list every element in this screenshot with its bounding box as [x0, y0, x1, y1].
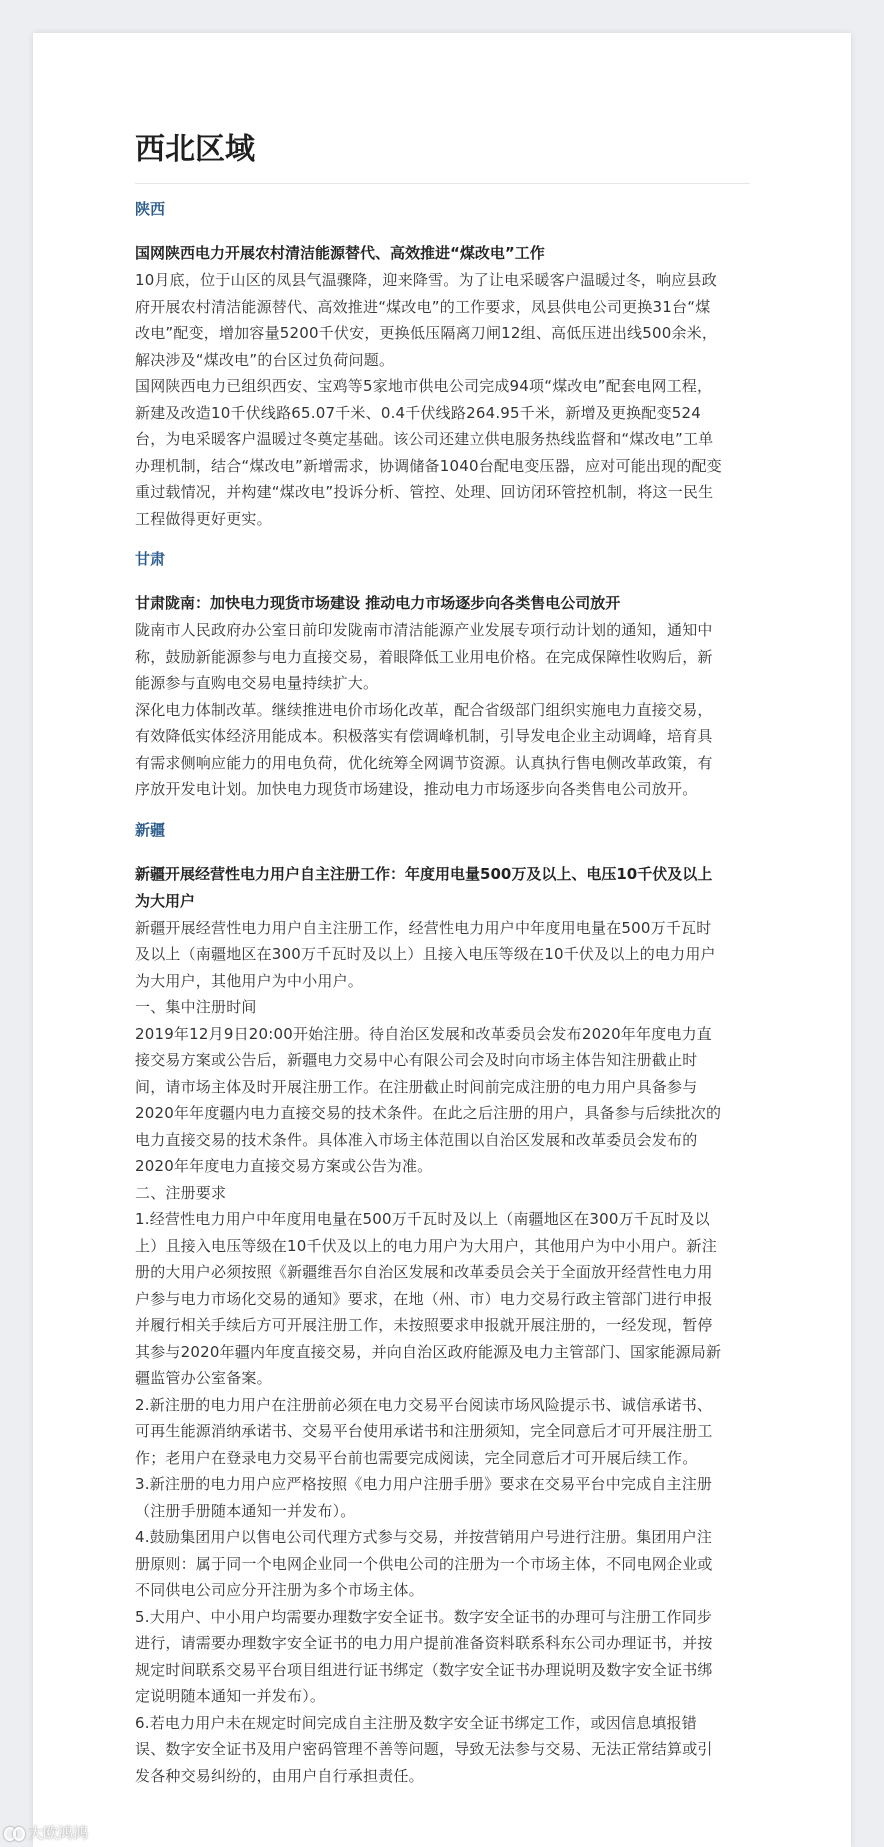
body-line: 及以上（南疆地区在300万千瓦时及以上）且接入电压等级在10千伏及以上的电力用户: [135, 945, 716, 963]
body-line: 2.新注册的电力用户在注册前必须在电力交易平台阅读市场风险提示书、诚信承诺书、: [135, 1395, 713, 1414]
body-line: 办理机制，结合“煤改电”新增需求，协调储备1040台配电变压器，应对可能出现的配变: [135, 456, 722, 475]
body-line: 可再生能源消纳承诺书、交易平台使用承诺书和注册须知，完全同意后才可开展注册工: [135, 1422, 713, 1440]
body-line: 新建及改造10千伏线路65.07千米、0.4千伏线路264.95千米，新增及更换配变524: [135, 403, 702, 422]
body-line: 工程做得更好更实。: [135, 509, 272, 528]
body-line: 4.鼓励集团用户以售电公司代理方式参与交易，并按营销用户号进行注册。集团用户注: [135, 1528, 713, 1546]
article-body-xinjiang: [135, 915, 750, 1790]
body-line: 府开展农村清洁能源替代、高效推进“煤改电”的工作要求，凤县供电公司更换31台“煤: [135, 297, 711, 316]
body-line: 疆监管办公室备案。: [135, 1369, 272, 1387]
body-line: 定说明随本通知一并发布）。: [135, 1687, 326, 1705]
body-line: 作；老用户在登录电力交易平台前也需要完成阅读，完全同意后才可开展后续工作。: [135, 1448, 698, 1467]
body-line: 一、集中注册时间: [135, 998, 257, 1016]
article-title-xinjiang: [135, 861, 750, 915]
article-title-gansu: 甘肃陇南：加快电力现货市场建设 推动电力市场逐步向各类售电公司放开: [135, 594, 621, 612]
region-heading-gansu: 甘肃: [135, 550, 166, 568]
body-line: 10月底，位于山区的凤县气温骤降，迎来降雪。为了让电采暖客户温暖过冬，响应县政: [135, 271, 717, 289]
article-body-shaanxi: [135, 267, 750, 532]
body-line: 2020年年度疆内电力直接交易的技术条件。在此之后注册的用户，具备参与后续批次的: [135, 1104, 722, 1122]
body-line: 深化电力体制改革。继续推进电价市场化改革，配合省级部门组织实施电力直接交易，: [135, 700, 713, 719]
body-line: 重过载情况，并构建“煤改电”投诉分析、管控、处理、回访闭环管控机制，将这一民生: [135, 483, 714, 501]
body-line: 能源参与直购电交易电量持续扩大。: [135, 674, 379, 692]
body-line: 陇南市人民政府办公室日前印发陇南市清洁能源产业发展专项行动计划的通知，通知中: [135, 621, 713, 639]
section-gansu: [135, 548, 750, 803]
body-line: 5.大用户、中小用户均需要办理数字安全证书。数字安全证书的办理可与注册工作同步: [135, 1607, 713, 1626]
watermark-logo-icon: [4, 1825, 24, 1841]
body-line: 不同供电公司应分开注册为多个市场主体。: [135, 1581, 424, 1599]
body-line: 新疆开展经营性电力用户自主注册工作，经营性电力用户中年度用电量在500万千瓦时: [135, 918, 712, 937]
body-line: 二、注册要求: [135, 1183, 227, 1202]
region-heading-xinjiang: 新疆: [135, 820, 166, 839]
body-line: 进行，请需要办理数字安全证书的电力用户提前准备资料联系科东公司办理证书，并按: [135, 1634, 713, 1652]
body-line: 为大用户，其他用户为中小用户。: [135, 971, 364, 990]
body-line: 其参与2020年疆内年度直接交易，并向自治区政府能源及电力主管部门、国家能源局新: [135, 1342, 722, 1361]
section-shaanxi: [135, 198, 750, 532]
body-line: 序放开发电计划。加快电力现货市场建设，推动电力市场逐步向各类售电公司放开。: [135, 780, 698, 798]
body-line: 改电”配变，增加容量5200千伏安，更换低压隔离刀闸12组、高低压进出线500余米，: [135, 324, 718, 342]
body-line: 解决涉及“煤改电”的台区过负荷问题。: [135, 350, 395, 369]
section-xinjiang: [135, 819, 750, 1790]
body-line: 间，请市场主体及时开展注册工作。在注册截止时间前完成注册的电力用户具备参与: [135, 1077, 698, 1096]
article-title-shaanxi: 国网陕西电力开展农村清洁能源替代、高效推进“煤改电”工作: [135, 244, 545, 262]
region-heading-shaanxi: 陕西: [135, 200, 166, 218]
article-title-line: 为大用户: [135, 891, 196, 910]
body-line: 2020年年度电力直接交易方案或公告为准。: [135, 1157, 433, 1175]
body-line: 1.经营性电力用户中年度用电量在500万千瓦时及以上（南疆地区在300万千瓦时及以: [135, 1210, 710, 1228]
document-content: [135, 129, 750, 1789]
body-line: 上）且接入电压等级在10千伏及以上的电力用户为大用户，其他用户为中小用户。新注: [135, 1236, 717, 1255]
body-line: 称，鼓励新能源参与电力直接交易，着眼降低工业用电价格。在完成保障性收购后，新: [135, 647, 713, 666]
body-line: 接交易方案或公告后，新疆电力交易中心有限公司会及时向市场主体告知注册截止时: [135, 1051, 698, 1069]
body-line: 并履行相关手续后方可开展注册工作，未按照要求申报就开展注册的，一经发现，暂停: [135, 1316, 713, 1334]
body-line: 册原则：属于同一个电网企业同一个供电公司的注册为一个市场主体，不同电网企业或: [135, 1554, 713, 1573]
body-line: 有效降低实体经济用能成本。积极落实有偿调峰机制，引导发电企业主动调峰，培育具: [135, 727, 713, 745]
body-line: 6.若电力用户未在规定时间完成自主注册及数字安全证书绑定工作，或因信息填报错: [135, 1713, 697, 1732]
body-line: 国网陕西电力已组织西安、宝鸡等5家地市供电公司完成94项“煤改电”配套电网工程，: [135, 377, 713, 395]
body-line: 误、数字安全证书及用户密码管理不善等问题，导致无法参与交易、无法正常结算或引: [135, 1740, 713, 1758]
body-line: 册的大用户必须按照《新疆维吾尔自治区发展和改革委员会关于全面放开经营性电力用: [135, 1263, 713, 1281]
page-title: 西北区域: [135, 129, 750, 184]
body-line: 发各种交易纠纷的，由用户自行承担责任。: [135, 1766, 424, 1785]
body-line: 3.新注册的电力用户应严格按照《电力用户注册手册》要求在交易平台中完成自主注册: [135, 1475, 713, 1493]
body-line: 电力直接交易的技术条件。具体准入市场主体范围以自治区发展和改革委员会发布的: [135, 1130, 698, 1149]
body-line: （注册手册随本通知一并发布）。: [135, 1501, 356, 1520]
body-line: 有需求侧响应能力的用电负荷，优化统筹全网调节资源。认真执行售电侧改革政策，有: [135, 753, 713, 772]
article-body-gansu: [135, 617, 750, 803]
body-line: 规定时间联系交易平台项目组进行证书绑定（数字安全证书办理说明及数字安全证书绑: [135, 1660, 713, 1679]
body-line: 户参与电力市场化交易的通知》要求，在地（州、市）电力交易行政主管部门进行申报: [135, 1289, 713, 1308]
document-page: [33, 33, 851, 1847]
body-line: 2019年12月9日20:00开始注册。待自治区发展和改革委员会发布2020年年度电力直: [135, 1024, 713, 1043]
article-title-line: 新疆开展经营性电力用户自主注册工作：年度用电量500万及以上、电压10千伏及以上: [135, 864, 713, 883]
watermark-text: 大欧鸿鸿: [28, 1824, 89, 1842]
body-line: 台，为电采暖客户温暖过冬奠定基础。该公司还建立供电服务热线监督和“煤改电”工单: [135, 430, 714, 448]
watermark: [4, 1822, 88, 1843]
